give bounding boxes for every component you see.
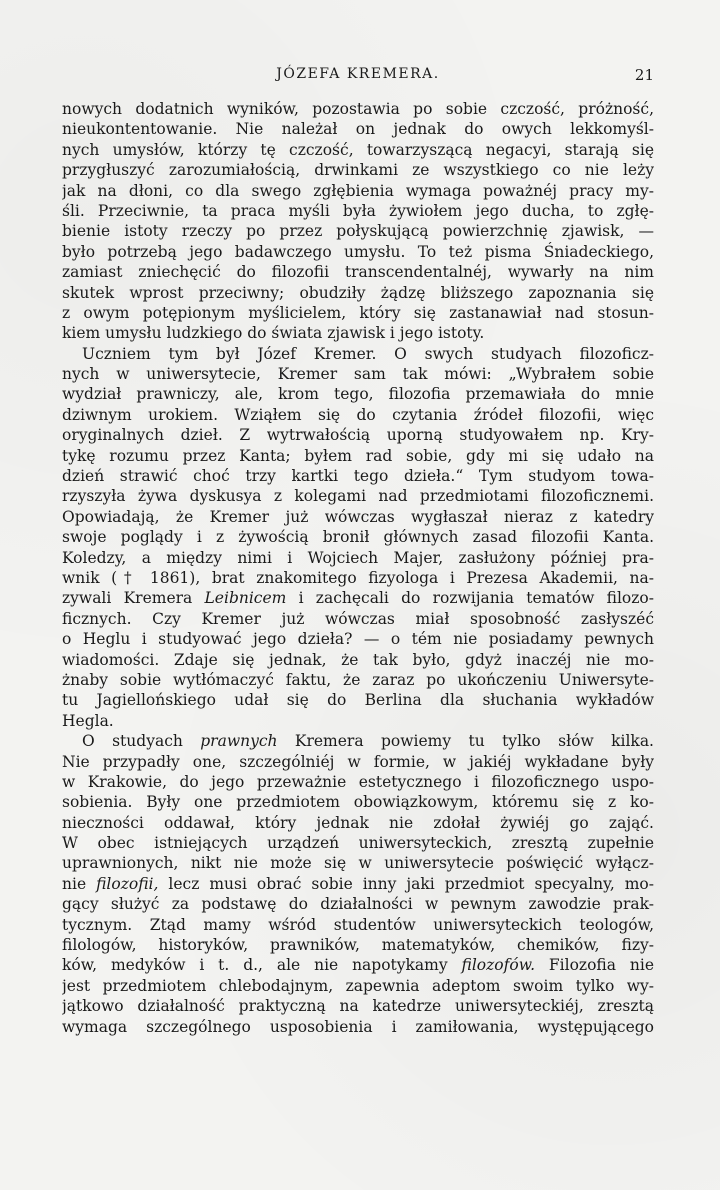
paragraph-start-line: O studyach prawnych Kremera powiemy tu tylko słów kilka.: [82, 732, 654, 751]
text-line: dzień strawić choć trzy kartki tego dzieła.“ Tym studyom towa-: [62, 467, 654, 486]
text-line: nowych dodatnich wyników, pozostawia po sobie czczość, próżność,: [62, 100, 654, 118]
text-line: filologów, historyków, prawników, matematyków, chemików, fizy-: [62, 936, 654, 955]
text-line: żnaby sobie wytłómaczyć faktu, że zaraz po ukończeniu Uniwersyte-: [62, 670, 654, 689]
text-line: skutek wprost przeciwny; obudziły żądzę bliższego zapoznania się: [62, 283, 654, 302]
running-head: [62, 64, 654, 88]
text-line: zamiast zniechęcić do filozofii transcendentalnéj, wywarły na nim: [62, 263, 654, 282]
text-line: Opowiadają, że Kremer już wówczas wygłaszał nieraz z katedry: [62, 507, 654, 526]
paragraph-end-line: kiem umysłu ludzkiego do świata zjawisk i jego istoty.: [62, 324, 485, 343]
text-line: o Heglu i studyować jego dzieła? — o tém nie posiadamy pewnych: [62, 630, 654, 649]
paragraph-start-line: Uczniem tym był Józef Kremer. O swych studyach filozoficz-: [82, 344, 654, 363]
running-title: JÓZEFA KREMERA.: [276, 66, 440, 82]
text-line: wymaga szczególnego usposobienia i zamiłowania, występującego: [62, 1017, 654, 1036]
text-line: przygłuszyć zarozumiałością, drwinkami ze wszystkiego co nie leży: [62, 161, 654, 180]
page-number: 21: [634, 66, 654, 84]
italic-emphasis: filozofów.: [461, 956, 536, 975]
text-line: było potrzebą jego badawczego umysłu. To też pisma Śniadeckiego,: [62, 242, 654, 261]
text-line: gący służyć za podstawę do działalności w pewnym zawodzie prak-: [62, 895, 654, 914]
italic-emphasis: filozofii,: [96, 874, 159, 893]
text-line: wydział prawniczy, ale, krom tego, filozofia przemawiała do mnie: [62, 385, 654, 404]
text-line: zywali Kremera Leibnicem i zachęcali do rozwijania tematów filozo-: [62, 589, 654, 608]
paragraph-end-line: Hegla.: [62, 711, 114, 730]
text-line: ficznych. Czy Kremer już wówczas miał sposobność zasłyszéć: [62, 609, 654, 628]
text-line: tycznym. Ztąd mamy wśród studentów uniwersyteckich teologów,: [62, 915, 654, 934]
text-line: uprawnionych, nikt nie może się w uniwersytecie poświęcić wyłącz-: [62, 854, 654, 873]
body-text: [62, 99, 654, 1037]
text-line: jak na dłoni, co dla swego zgłębienia wymaga poważnéj pracy my-: [62, 181, 654, 200]
text-line: jątkowo działalność praktyczną na katedrze uniwersyteckiéj, zresztą: [62, 997, 654, 1016]
text-line: w Krakowie, do jego przeważnie estetycznego i filozoficznego uspo-: [62, 772, 654, 791]
text-line: nych w uniwersytecie, Kremer sam tak mówi: „Wybrałem sobie: [62, 365, 654, 384]
text-line: dziwnym urokiem. Wziąłem się do czytania źródeł filozofii, więc: [62, 405, 654, 424]
text-line: nieukontentowanie. Nie należał on jednak do owych lekkomyśl-: [62, 120, 654, 139]
text-line: nieczności oddawał, który jednak nie zdołał żywiéj go zająć.: [62, 813, 654, 832]
text-line: z owym potępionym myślicielem, który się zastanawiał nad stosun-: [62, 303, 654, 322]
text-line: nych umysłów, którzy tę czczość, towarzyszącą negacyi, starają się: [62, 140, 654, 159]
italic-emphasis: prawnych: [200, 732, 278, 751]
text-line: bienie istoty rzeczy po przez połyskującą powierzchnię zjawisk, —: [62, 222, 654, 241]
text-line: wiadomości. Zdaje się jednak, że tak było, gdyż inaczéj nie mo-: [62, 650, 654, 669]
text-line: śli. Przeciwnie, ta praca myśli była żywiołem jego ducha, to zgłę-: [62, 201, 654, 220]
text-line: Nie przypadły one, szczególniéj w formie, w jakiéj wykładane były: [62, 752, 654, 771]
text-line: ków, medyków i t. d., ale nie napotykamy filozofów. Filozofia nie: [62, 956, 654, 975]
text-line: jest przedmiotem chlebodajnym, zapewnia adeptom swoim tylko wy-: [62, 976, 654, 995]
text-line: swoje poglądy i z żywością bronił głównych zasad filozofii Kanta.: [62, 528, 654, 547]
text-line: Koledzy, a między nimi i Wojciech Majer, zasłużony później pra-: [62, 548, 654, 567]
text-line: sobienia. Były one przedmiotem obowiązkowym, któremu się z ko-: [62, 793, 654, 812]
text-line: nie filozofii, lecz musi obrać sobie inny jaki przedmiot specyalny, mo-: [62, 874, 654, 893]
text-line: wnik († 1861), brat znakomitego fizyologa i Prezesa Akademii, na-: [62, 568, 654, 587]
italic-emphasis: Leibnicem: [204, 589, 287, 608]
text-line: tykę rozumu przez Kanta; byłem rad sobie, gdy mi się udało na: [62, 446, 654, 465]
text-line: W obec istniejących urządzeń uniwersyteckich, zresztą zupełnie: [62, 834, 654, 853]
text-line: rzyszyła żywa dyskusya z kolegami nad przedmiotami filozoficznemi.: [62, 487, 654, 506]
text-line: oryginalnych dzieł. Z wytrwałością uporną studyowałem np. Kry-: [62, 426, 654, 445]
text-line: tu Jagiellońskiego udał się do Berlina dla słuchania wykładów: [62, 691, 654, 710]
